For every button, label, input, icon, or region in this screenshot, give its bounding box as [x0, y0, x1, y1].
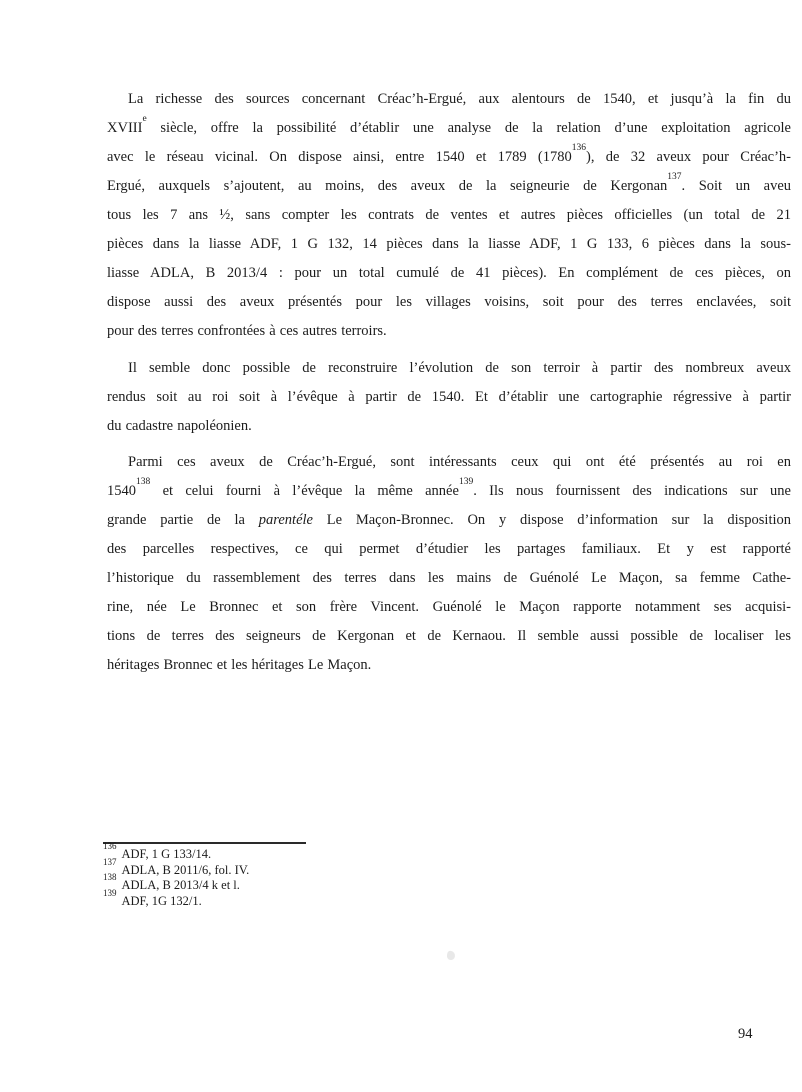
- text-line: [107, 383, 791, 412]
- superscript-reference: 137: [667, 172, 682, 183]
- text-line: [107, 477, 791, 506]
- text-segment: La richesse des sources concernant Créac’h-Ergué, aux alentours de 1540, et jusqu’à la fin du: [128, 91, 791, 107]
- text-segment: pièces dans la liasse ADF, 1 G 132, 14 pièces dans la liasse ADF, 1 G 133, 6 pièces dans la sous-: [107, 236, 791, 252]
- text-line: [107, 506, 791, 535]
- paragraph: [107, 85, 791, 346]
- text-segment: tions de terres des seigneurs de Kergonan et de Kernaou. Il semble aussi possible de localiser les: [107, 628, 791, 644]
- text-line: [107, 143, 791, 172]
- text-line: [107, 230, 791, 259]
- text-line: [107, 535, 791, 564]
- text-segment: grande partie de la: [107, 512, 259, 528]
- text-segment: des parcelles respectives, ce qui permet d’étudier les partages familiaux. Et y est rapporté: [107, 541, 791, 557]
- footnote-text: ADF, 1G 132/1.: [121, 894, 202, 909]
- text-line: [107, 317, 791, 346]
- text-line: [107, 259, 791, 288]
- footnote-text: ADLA, B 2013/4 k et l.: [121, 878, 240, 893]
- text-segment: Ergué, auxquels s’ajoutent, au moins, des aveux de la seigneurie de Kergonan: [107, 178, 668, 194]
- text-segment: l’historique du rassemblement des terres dans les mains de Guénolé Le Maçon, sa femme Cathe-: [107, 570, 791, 586]
- superscript-reference: 136: [571, 143, 587, 154]
- scan-smudge: [446, 950, 455, 960]
- text-segment: héritages Bronnec et les héritages Le Maçon.: [107, 657, 372, 673]
- text-segment: rendus soit au roi soit à l’évêque à partir de 1540. Et d’établir une cartographie régressive à partir: [107, 388, 791, 405]
- footnote-number: 138: [103, 872, 117, 883]
- text-segment: Il semble donc possible de reconstruire l’évolution de son terroir à partir des nombreux aveux: [128, 359, 791, 376]
- text-segment: pour des terres confrontées à ces autres terroirs.: [107, 323, 387, 339]
- text-block: [107, 85, 791, 680]
- text-segment: . Ils nous fournissent des indications sur une: [473, 483, 791, 499]
- superscript-reference: e: [142, 114, 147, 125]
- text-segment: dispose aussi des aveux présentés pour les villages voisins, soit pour des terres enclavées, soit: [107, 294, 791, 310]
- text-segment: avec le réseau vicinal. On dispose ainsi, entre 1540 et 1789 (1780: [107, 149, 572, 165]
- text-line: [107, 622, 791, 651]
- text-segment: ), de 32 aveux pour Créac’h-: [586, 149, 791, 165]
- footnote-number: 136: [103, 840, 117, 851]
- text-line: [107, 114, 791, 143]
- text-segment: Parmi ces aveux de Créac’h-Ergué, sont intéressants ceux qui ont été présentés au roi en: [128, 454, 791, 470]
- text-segment: Le Maçon-Bronnec. On y dispose d’information sur la disposition: [312, 512, 791, 528]
- text-segment: rine, née Le Bronnec et son frère Vincent. Guénolé le Maçon rapporte notamment ses acquisi-: [107, 599, 791, 615]
- footnote: [103, 840, 787, 863]
- text-line: [107, 288, 791, 317]
- paragraph: [107, 354, 791, 441]
- text-line: [107, 412, 791, 441]
- footnote-number: 137: [103, 856, 117, 867]
- text-segment: 1540: [107, 483, 136, 499]
- text-segment: siècle, offre la possibilité d’établir une analyse de la relation d’une exploitation agricole: [146, 120, 791, 136]
- text-line: [107, 172, 791, 201]
- text-segment: liasse ADLA, B 2013/4 : pour un total cumulé de 41 pièces). En complément de ces pièces, on: [107, 265, 791, 281]
- text-segment: et celui fourni à l’évêque la même année: [150, 483, 459, 499]
- text-segment: . Soit un aveu: [681, 178, 791, 194]
- footnote: [103, 887, 787, 910]
- footnote: [103, 856, 787, 879]
- footnote-number: 139: [103, 887, 117, 898]
- superscript-reference: 138: [136, 477, 151, 488]
- page-number: 94: [738, 1026, 753, 1042]
- footnote-list: [103, 840, 787, 910]
- footnote-separator-rule: [103, 842, 306, 844]
- superscript-reference: 139: [458, 477, 474, 488]
- text-segment: tous les 7 ans ½, sans compter les contrats de ventes et autres pièces officielles (un total de 21: [107, 207, 791, 223]
- text-line: [107, 201, 791, 230]
- footnote: [103, 872, 787, 894]
- footnotes-section: [103, 842, 787, 910]
- text-line: [107, 593, 791, 622]
- footnote-text: ADF, 1 G 133/14.: [121, 847, 212, 861]
- italic-text: parentéle: [258, 512, 313, 528]
- text-line: [107, 651, 791, 680]
- text-line: [107, 85, 791, 114]
- paragraph: [107, 448, 791, 680]
- footnote-text: ADLA, B 2011/6, fol. IV.: [121, 862, 250, 877]
- text-segment: XVIII: [107, 120, 143, 136]
- text-line: [107, 564, 791, 593]
- text-line: [107, 354, 791, 383]
- text-line: [107, 448, 791, 477]
- text-segment: du cadastre napoléonien.: [107, 417, 252, 434]
